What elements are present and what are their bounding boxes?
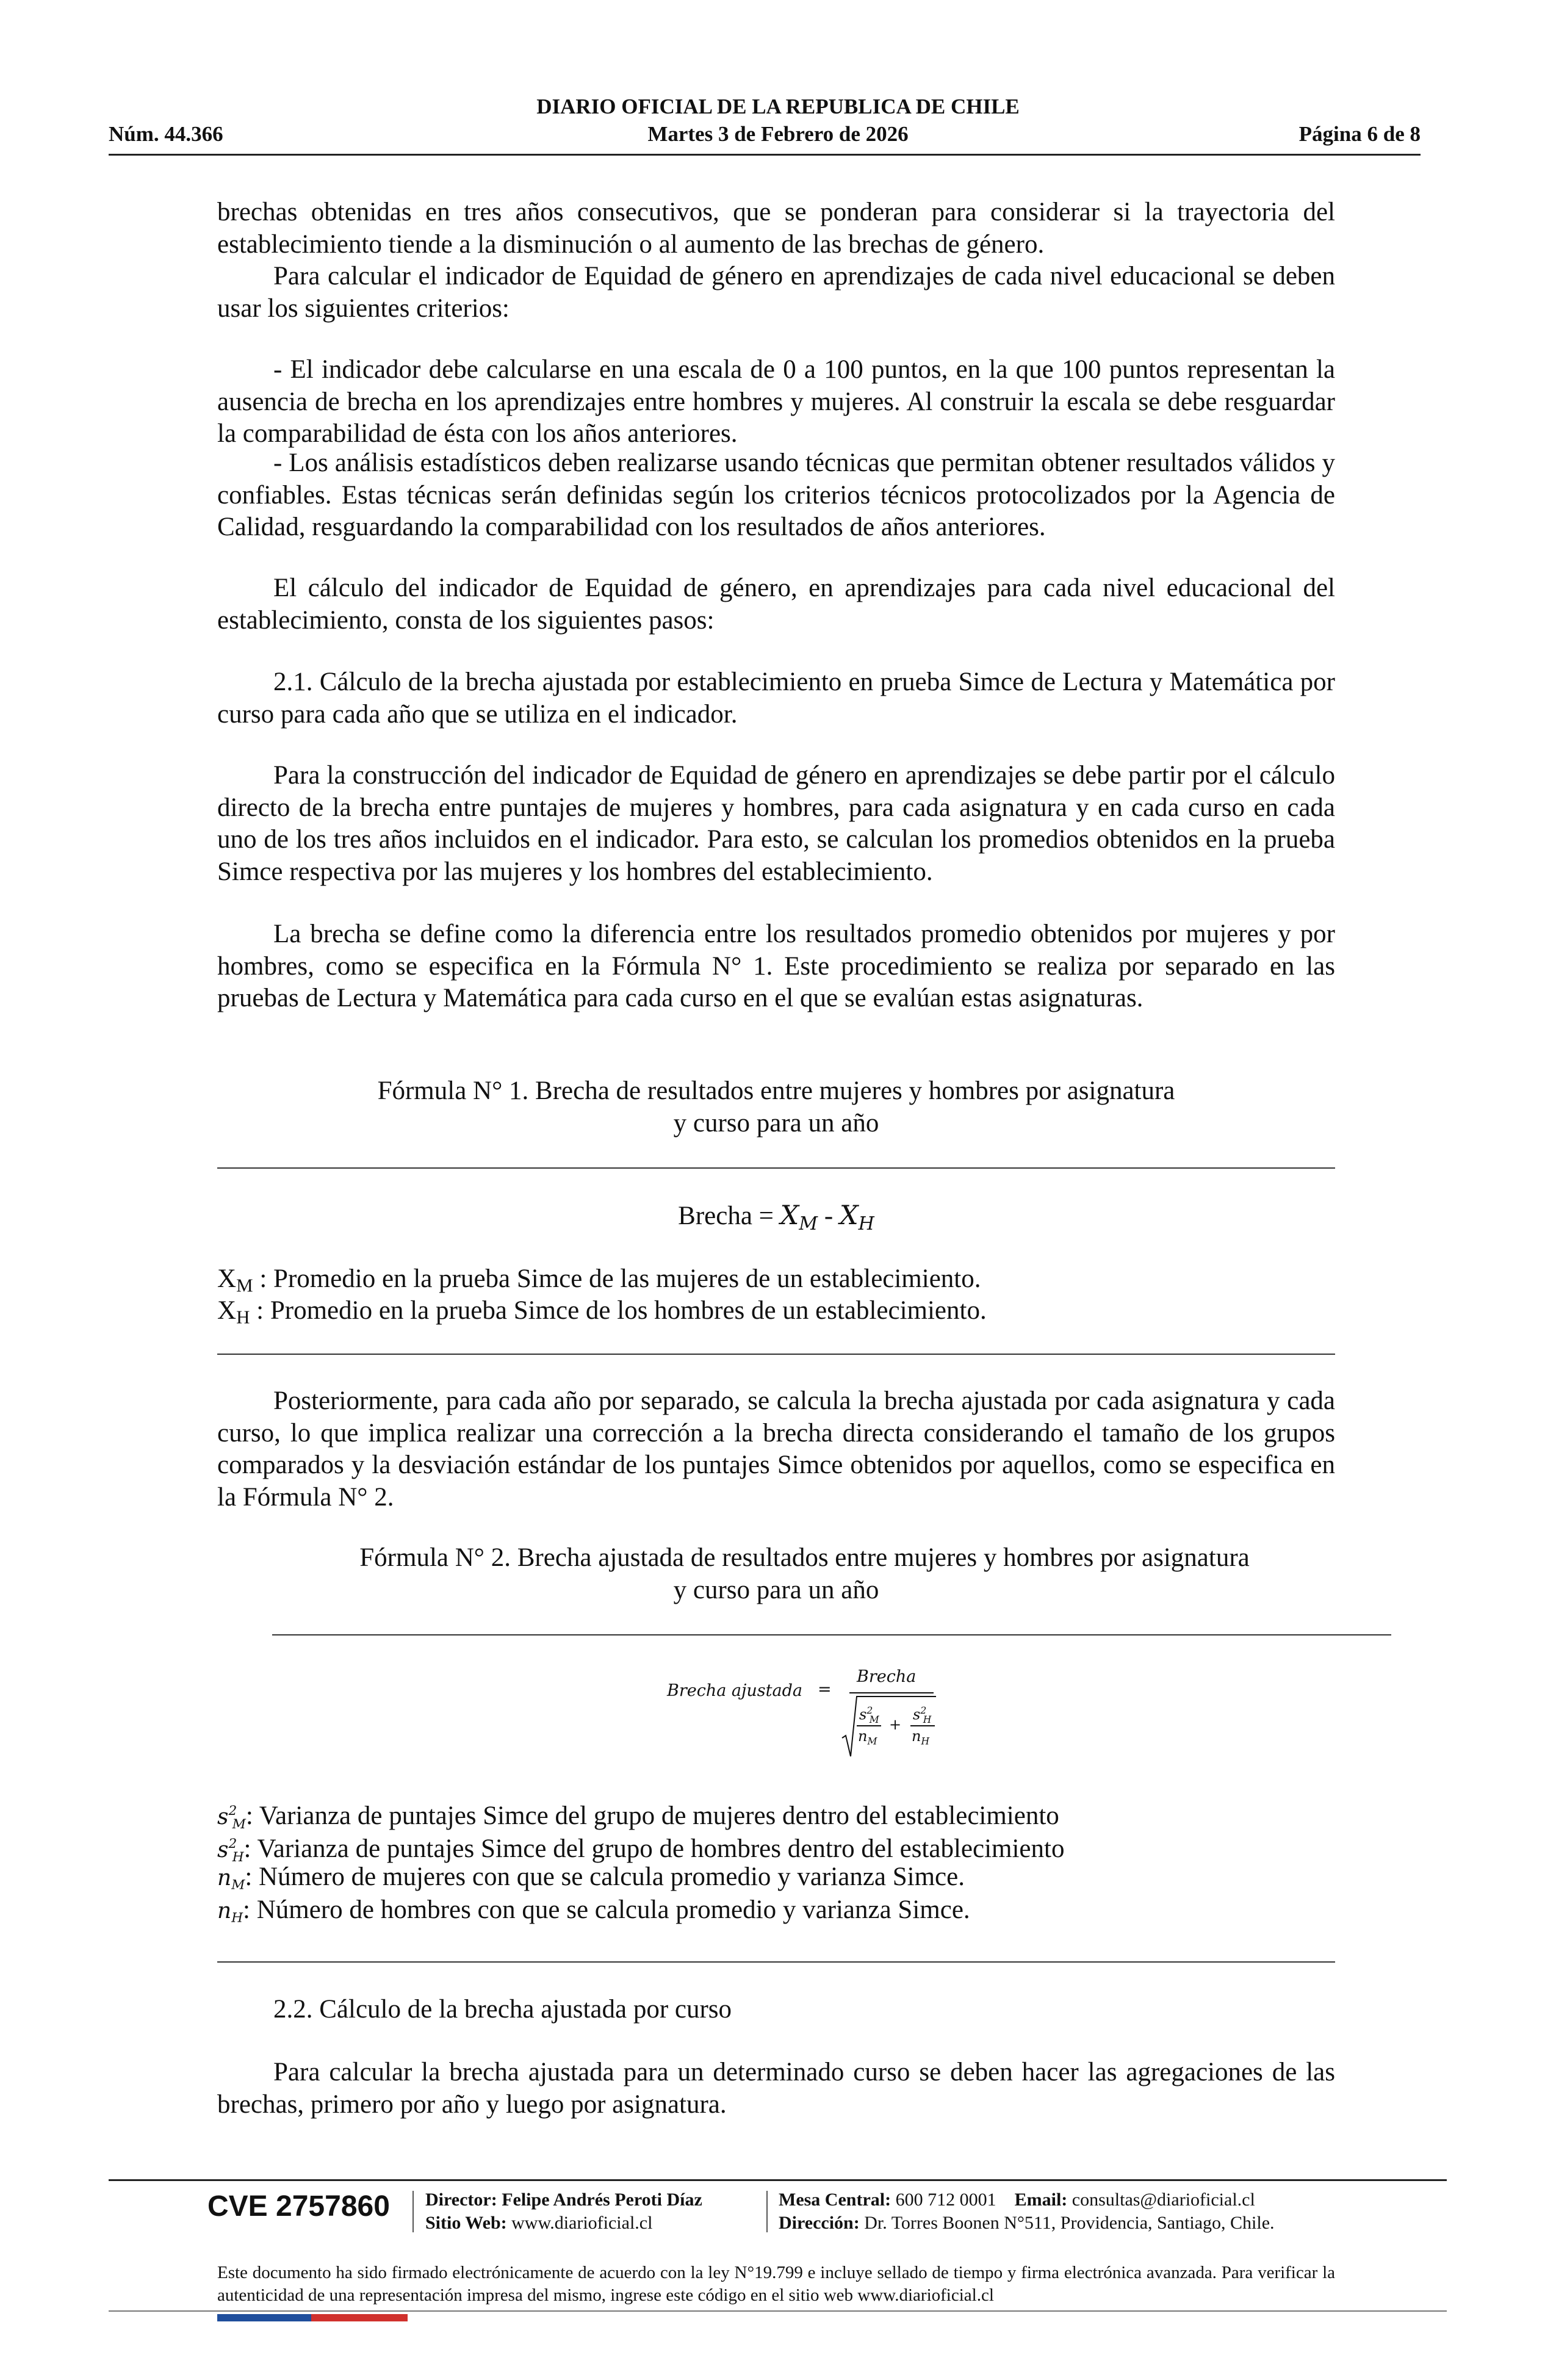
formula-2-m-bar xyxy=(857,1725,881,1726)
paragraph-brecha-def: La brecha se define como la diferencia entre los resultados promedio obtenidos por mujeres y por hombres, como se especifica en la Fórmula N° 1. Este procedimiento se realiza por separado en las pruebas de Lectura y Matemática para cada curso en el que se evalúan estas asignaturas. xyxy=(217,920,1335,1012)
formula-2-bottom-rule xyxy=(217,1961,1335,1963)
formula-2-title-line2: y curso para un año xyxy=(673,1576,879,1604)
footer-address: Dirección: Dr. Torres Boonen N°511, Providencia, Santiago, Chile. xyxy=(779,2213,1275,2233)
paragraph-steps: El cálculo del indicador de Equidad de género, en aprendizajes para cada nivel educacional del establecimiento, consta de los siguientes pasos: xyxy=(217,574,1335,635)
formula-2-n-m: $n_M$ xyxy=(858,1728,877,1747)
paragraph-2: Para calcular el indicador de Equidad de género en aprendizajes de cada nivel educacional se deben usar los siguientes criterios: xyxy=(217,262,1335,323)
formula-2-s-m: $s^2_M$ xyxy=(859,1705,879,1725)
formula-1-def-men: XH : Promedio en la prueba Simce de los hombres de un establecimiento. xyxy=(217,1296,987,1328)
criterion-1: - El indicador debe calcularse en una escala de 0 a 100 puntos, en la que 100 puntos representan la ausencia de brecha en los aprendizajes entre hombres y mujeres. Al construir la escala se debe resguardar la comparabilidad de ésta con los años anteriores. xyxy=(217,355,1335,448)
formula-1-title-line2: y curso para un año xyxy=(673,1109,879,1138)
var-def-s-h: $s^2H$: Varianza de puntajes Simce del grupo de hombres dentro del establecimiento xyxy=(217,1834,1065,1865)
footer-divider-2 xyxy=(766,2191,768,2232)
section-2-2: 2.2. Cálculo de la brecha ajustada por curso xyxy=(273,1995,732,2024)
footer-bar-red xyxy=(311,2314,408,2321)
email-link[interactable]: consultas@diarioficial.cl xyxy=(1072,2190,1255,2210)
formula-2-h-bar xyxy=(910,1725,935,1726)
header-rule xyxy=(109,154,1421,156)
footer-legal-notice: Este documento ha sido firmado electrónicamente de acuerdo con la ley N°19.799 e incluye sellado de tiempo y firma electrónica avanzada. Para verificar la autenticidad de una representación impresa del mismo, ingrese este código en el sitio web www.diarioficial.cl xyxy=(217,2263,1335,2305)
formula-1-def-women: XM : Promedio en la prueba Simce de las mujeres de un establecimiento. xyxy=(217,1264,981,1296)
paragraph-aggregation: Para calcular la brecha ajustada para un determinado curso se deben hacer las agregaciones de las brechas, primero por año y luego por asignatura. xyxy=(217,2058,1335,2119)
formula-1-lhs: Brecha = xyxy=(678,1202,780,1230)
formula-1 xyxy=(217,1200,1335,1241)
paragraph-1: brechas obtenidas en tres años consecutivos, que se ponderan para considerar si la trayectoria del establecimiento tiende a la disminución o al aumento de las brechas de género. xyxy=(217,198,1335,259)
formula-1-title-line1: Fórmula N° 1. Brecha de resultados entre mujeres y hombres por asignatura xyxy=(377,1076,1175,1105)
footer-divider-1 xyxy=(412,2191,414,2232)
formula-1-xh: $X_H$ xyxy=(839,1200,874,1235)
var-def-s-m: $s^2M$: Varianza de puntajes Simce del grupo de mujeres dentro del establecimiento xyxy=(217,1801,1059,1832)
cve-code: CVE 2757860 xyxy=(207,2190,390,2223)
formula-1-minus: - xyxy=(818,1202,840,1230)
formula-1-top-rule xyxy=(217,1167,1335,1169)
newspaper-title: DIARIO OFICIAL DE LA REPUBLICA DE CHILE xyxy=(536,95,1020,118)
formula-2-top-rule xyxy=(272,1634,1391,1635)
var-def-n-h: nH: Número de hombres con que se calcula promedio y varianza Simce. xyxy=(217,1895,970,1926)
footer-bar-blue xyxy=(217,2314,311,2321)
formula-2-s-h: $s^2_H$ xyxy=(913,1705,932,1725)
formula-2-title-line1: Fórmula N° 2. Brecha ajustada de resultados entre mujeres y hombres por asignatura xyxy=(359,1543,1250,1572)
criterion-2: - Los análisis estadísticos deben realizarse usando técnicas que permitan obtener resultados válidos y confiables. Estas técnicas serán definidas según los criterios técnicos protocolizados por la Agencia de Calidad, resguardando la comparabilidad con los resultados de años anteriores. xyxy=(217,449,1335,541)
paragraph-construction: Para la construcción del indicador de Equidad de género en aprendizajes se debe partir por el cálculo directo de la brecha entre puntajes de mujeres y hombres, para cada asignatura y en cada curso en cada uno de los tres años incluidos en el indicador. Para esto, se calculan los promedios obtenidos en la prueba Simce respectiva por las mujeres y los hombres del establecimiento. xyxy=(217,761,1335,886)
footer-rule xyxy=(109,2179,1447,2181)
section-2-1: 2.1. Cálculo de la brecha ajustada por establecimiento en prueba Simce de Lectura y Matemática por curso para cada año que se utiliza en el indicador. xyxy=(217,668,1335,729)
formula-1-bottom-rule xyxy=(217,1354,1335,1355)
formula-2-lhs: Brecha ajustada xyxy=(667,1681,802,1700)
paragraph-adjusted: Posteriormente, para cada año por separado, se calcula la brecha ajustada por cada asignatura y cada curso, lo que implica realizar una corrección a la brecha directa considerando el tamaño de los grupos comparados y la desviación estándar de los puntajes Simce obtenidos por aquellos, como se especifica en la Fórmula N° 2. xyxy=(217,1387,1335,1512)
website-link[interactable]: www.diarioficial.cl xyxy=(511,2213,653,2233)
footer-contact: Mesa Central: 600 712 0001 Email: consultas@diarioficial.cl xyxy=(779,2190,1255,2210)
var-def-n-m: nM: Número de mujeres con que se calcula promedio y varianza Simce. xyxy=(217,1863,965,1893)
formula-2-plus: + xyxy=(889,1716,902,1733)
footer-bottom-rule xyxy=(109,2310,1447,2312)
footer-website: Sitio Web: www.diarioficial.cl xyxy=(425,2213,653,2233)
formula-2-equals: = xyxy=(818,1680,832,1699)
page-number: Página 6 de 8 xyxy=(1298,122,1421,146)
formula-1-xm: $X_M$ xyxy=(780,1200,818,1235)
formula-2-fraction-bar xyxy=(849,1692,934,1693)
issue-number: Núm. 44.366 xyxy=(109,122,223,146)
footer-director: Director: Felipe Andrés Peroti Díaz xyxy=(425,2190,702,2210)
issue-date: Martes 3 de Febrero de 2026 xyxy=(647,122,909,146)
formula-2-n-h: $n_H$ xyxy=(912,1728,930,1747)
formula-2-numerator: Brecha xyxy=(857,1667,917,1686)
